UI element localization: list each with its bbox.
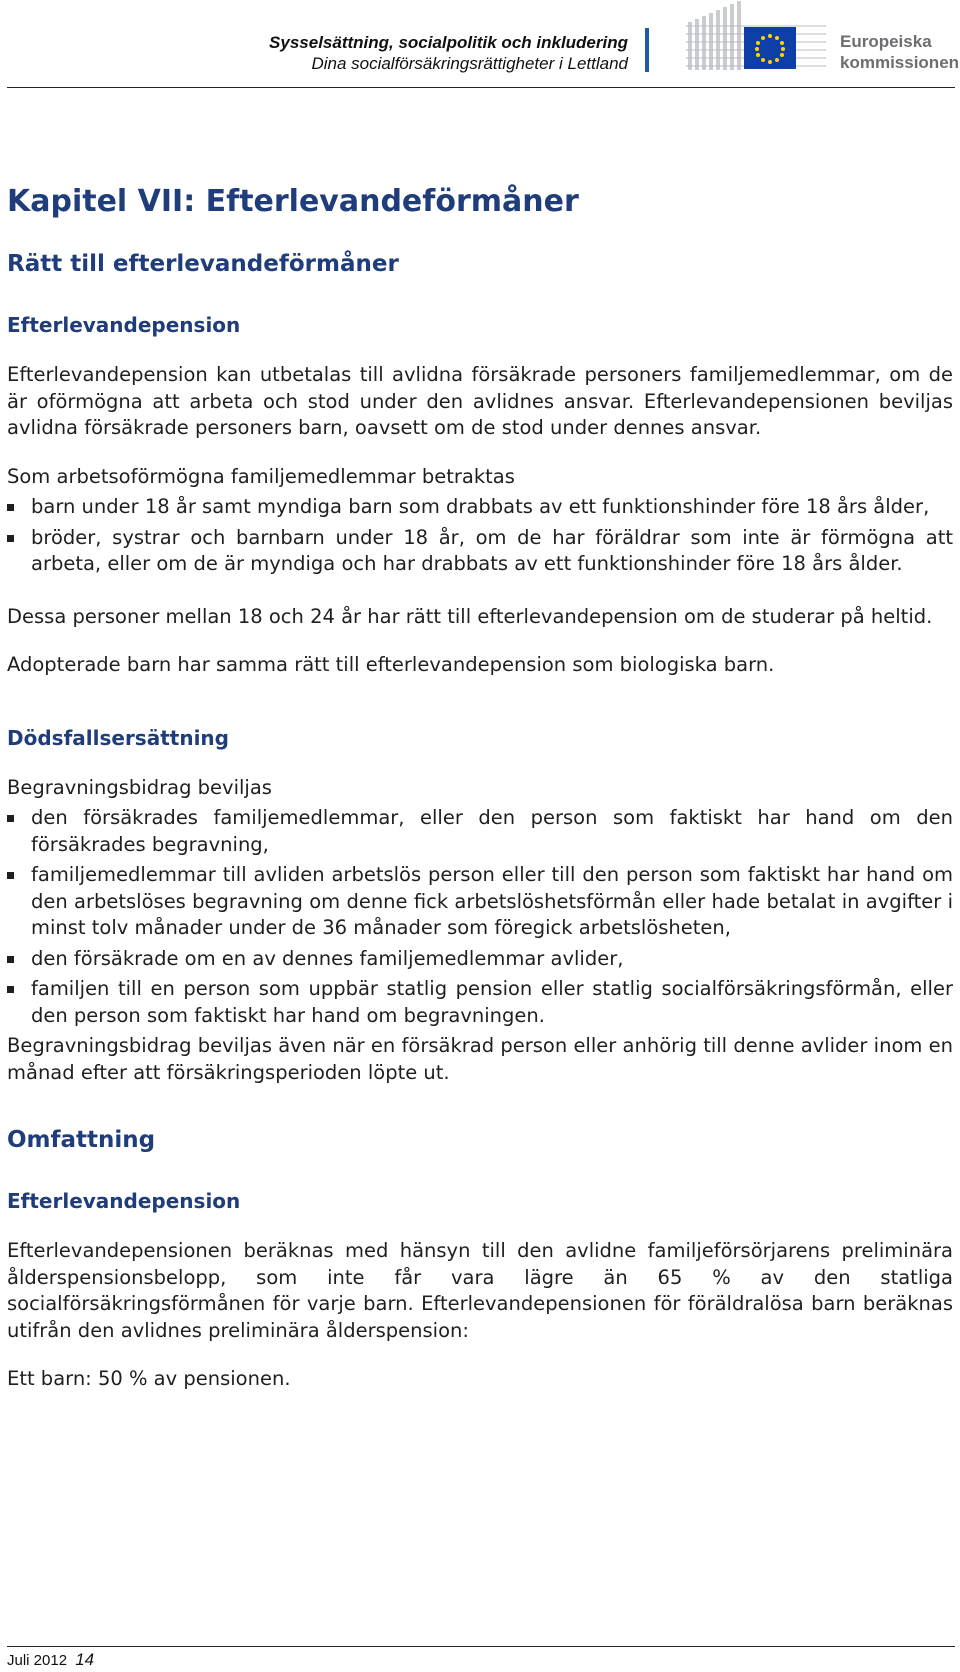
paragraph: Efterlevandepensionen beräknas med hänsyn till den avlidne familjeförsörjarens preliminära ålderspensionsbelopp, som inte får vara lägre än 65 % av den statliga socialförsäkringsförmånen för varje barn. Efterlevandepensionen för föräldralösa barn beräknas utifrån den avlidnes preliminära ålderspension: <box>7 1239 953 1342</box>
paragraph: Begravningsbidrag beviljas även när en försäkrad person eller anhörig till denne avlider inom en månad efter att försäkringsperioden löpte ut. <box>7 1034 953 1084</box>
page-header <box>0 0 960 90</box>
header-divider <box>645 28 649 72</box>
logo-wordmark <box>840 31 959 73</box>
header-rule <box>7 87 955 88</box>
bullet-list <box>7 494 953 578</box>
bullet-icon <box>7 956 14 963</box>
paragraph: Dessa personer mellan 18 och 24 år har rätt till efterlevandepension om de studerar på heltid. <box>7 604 933 628</box>
list-item <box>7 862 953 942</box>
bullet-icon <box>7 986 14 993</box>
paragraph: Ett barn: 50 % av pensionen. <box>7 1367 291 1390</box>
subsection-title-death-grant: Dödsfallsersättning <box>7 725 229 750</box>
eu-commission-logo-icon <box>686 0 832 80</box>
list-item <box>7 946 953 973</box>
header-text <box>269 32 628 74</box>
logo-text-1: Europeiska <box>840 32 932 51</box>
header-title: Sysselsättning, socialpolitik och inkludering <box>269 33 628 52</box>
list-item <box>7 494 953 521</box>
bullet-icon <box>7 535 14 542</box>
paragraph: Som arbetsoförmögna familjemedlemmar betraktas <box>7 464 515 488</box>
section-title-scope: Omfattning <box>7 1127 156 1153</box>
bullet-icon <box>7 872 14 879</box>
header-subtitle: Dina socialförsäkringsrättigheter i Lettland <box>311 54 628 73</box>
bullet-icon <box>7 815 14 822</box>
list-item-text: bröder, systrar och barnbarn under 18 år, om de har föräldrar som inte är förmögna att arbeta, eller om de är myndiga och har drabbats av ett funktionshinder före 18 års ålder. <box>31 525 953 575</box>
list-item <box>7 805 953 858</box>
list-item <box>7 976 953 1029</box>
chapter-title: Kapitel VII: Efterlevandeförmåner <box>7 184 579 219</box>
bullet-list <box>7 805 953 1029</box>
list-item-text: den försäkrades familjemedlemmar, eller den person som faktiskt har hand om den försäkrades begravning, <box>31 806 953 856</box>
section-title-rights: Rätt till efterlevandeförmåner <box>7 251 399 277</box>
page-content <box>7 184 953 1393</box>
paragraph: Efterlevandepension kan utbetalas till avlidna försäkrade personers familjemedlemmar, om de är oförmögna att arbeta och stod under den avlidnes ansvar. Efterlevandepensionen beviljas avlidna försäkrade personers barn, oavsett om de stod under dennes ansvar. <box>7 363 953 439</box>
logo-text-2: kommissionen <box>840 53 960 72</box>
footer-rule <box>7 1646 955 1647</box>
list-item-text: familjen till en person som uppbär statlig pension eller statlig socialförsäkringsförmån, eller den person som faktiskt har hand om begravningen. <box>31 977 953 1027</box>
page-number: 14 <box>75 1650 95 1669</box>
subsection-title-survivors-pension: Efterlevandepension <box>7 313 241 337</box>
subsection-title-survivors-pension: Efterlevandepension <box>7 1189 241 1213</box>
paragraph: Adopterade barn har samma rätt till efterlevandepension som biologiska barn. <box>7 653 775 676</box>
bullet-icon <box>7 504 14 511</box>
footer-date: Juli 2012 <box>7 1652 68 1669</box>
list-item-text: familjemedlemmar till avliden arbetslös person eller till den person som faktiskt har hand om den arbetslöses begravning om denne fick arbetslöshetsförmån eller hade betalat in avgifter i minst tolv månader under de 36 månader som föregick arbetslösheten, <box>31 863 953 939</box>
list-item-text: den försäkrade om en av dennes familjemedlemmar avlider, <box>31 946 624 970</box>
list-item-text: barn under 18 år samt myndiga barn som drabbats av ett funktionshinder före 18 års ålder, <box>31 495 930 518</box>
list-item <box>7 525 953 578</box>
paragraph: Begravningsbidrag beviljas <box>7 775 272 799</box>
page-footer <box>7 1650 94 1670</box>
